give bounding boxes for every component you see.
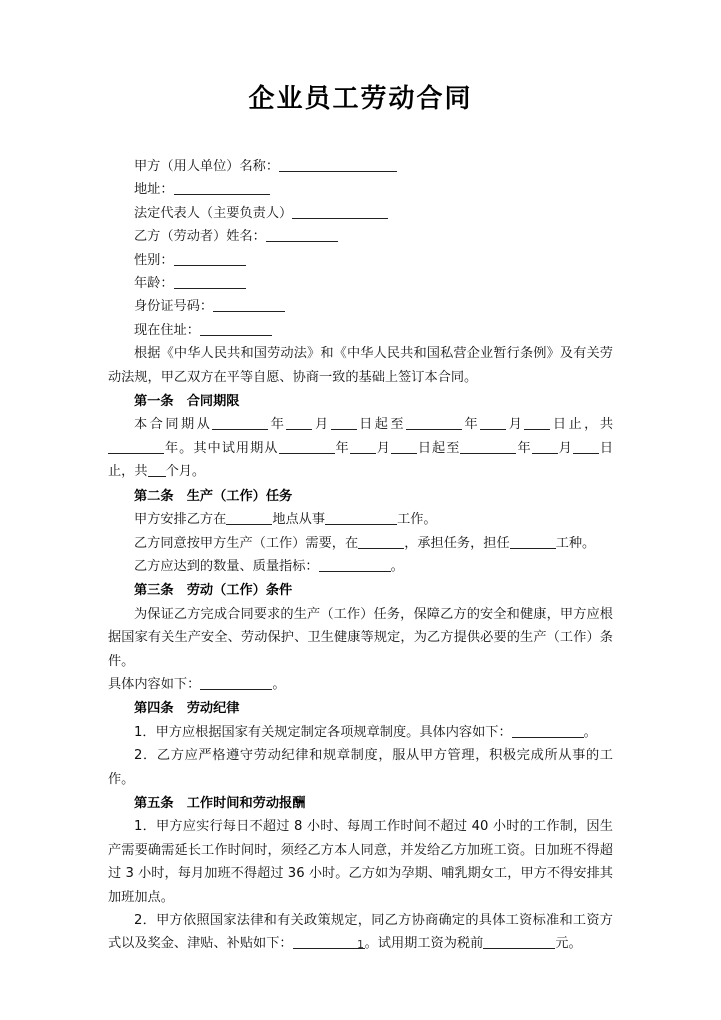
document-body — [0, 155, 721, 956]
a1-t1: 本合同期从 — [134, 417, 213, 433]
article-2-line-2 — [108, 532, 613, 555]
a1-t13: 月 — [557, 440, 573, 456]
party-a-legal-rep-blank[interactable] — [292, 205, 388, 219]
a4-t2: 。 — [583, 724, 597, 740]
article-5-item-1: 1．甲方应实行每日不超过 8 小时、每周工作时间不超过 40 小时的工作制，因生产需要确需延长工作时间时，须经乙方本人同意，并发给乙方加班工资。日加班不得超过 3 小时，每月加班不得超过 36 小时。乙方如为孕期、哺乳期女工，甲方不得安排其加班加点。 — [108, 819, 613, 905]
field-party-b-age — [108, 272, 613, 295]
a3-t1: 具体内容如下： — [108, 676, 201, 692]
a1-probation-day-start-blank[interactable] — [391, 440, 417, 454]
preamble-paragraph: 根据《中华人民共和国劳动法》和《中华人民共和国私营企业暂行条例》及有关劳动法规，甲乙双方在平等自愿、协商一致的基础上签订本合同。 — [108, 346, 613, 385]
field-party-a-name-label: 甲方（用人单位）名称： — [134, 159, 280, 174]
a1-month-start-blank[interactable] — [286, 416, 312, 430]
a1-t5: 年 — [462, 417, 481, 433]
party-a-name-blank[interactable] — [279, 158, 397, 172]
field-party-b-id-label: 身份证号码： — [134, 299, 214, 315]
a2-job-blank[interactable] — [325, 511, 397, 525]
a2-worktype-blank[interactable] — [510, 535, 556, 549]
a4-rules-blank[interactable] — [512, 724, 584, 738]
a1-t9: 年 — [334, 440, 350, 456]
article-3-line-2 — [108, 673, 613, 696]
a1-probation-year-start-blank[interactable] — [279, 440, 335, 454]
party-b-name-blank[interactable] — [266, 228, 338, 242]
a2-t2: 地点从事 — [272, 512, 326, 528]
a1-t8: 年。其中试用期从 — [164, 440, 279, 456]
article-2-line-3 — [108, 555, 613, 578]
a2-t5: ，承担任务，担任 — [404, 535, 510, 551]
page-title: 企业员工劳动合同 — [248, 84, 473, 114]
a5-t1: 2．甲方依照国家法律和有关政策规定，同乙方协商确定的具体工资标准和工资方式以及奖金、津贴、补贴如下： — [108, 913, 613, 952]
a1-t10: 月 — [375, 440, 391, 456]
party-b-id-blank[interactable] — [213, 298, 285, 312]
article-4-heading: 第四条 劳动纪律 — [134, 701, 240, 717]
article-2-heading: 第二条 生产（工作）任务 — [134, 488, 293, 504]
a5-t3: 元。 — [555, 936, 582, 952]
a2-t3: 工作。 — [397, 512, 437, 528]
a1-year-start-blank[interactable] — [212, 416, 268, 430]
a1-t7: 日止，共 — [550, 417, 614, 433]
field-party-a-address-label: 地址： — [134, 182, 174, 198]
a1-probation-year-end-blank[interactable] — [460, 440, 516, 454]
a1-day-end-blank[interactable] — [524, 416, 550, 430]
a1-probation-day-end-blank[interactable] — [573, 440, 599, 454]
field-party-b-age-label: 年龄： — [134, 276, 174, 292]
a3-content-blank[interactable] — [200, 676, 272, 690]
field-party-b-name-label: 乙方（劳动者）姓名： — [134, 229, 266, 245]
field-party-a-legal-rep — [108, 202, 613, 225]
a3-t2: 。 — [272, 676, 286, 692]
a1-t15: 个月。 — [165, 464, 206, 480]
a1-t4: 日起至 — [356, 417, 407, 433]
a2-t7: 乙方应达到的数量、质量指标： — [134, 558, 319, 574]
a1-t3: 月 — [312, 417, 331, 433]
field-party-b-gender-label: 性别： — [134, 252, 174, 268]
field-party-a-address — [108, 178, 613, 201]
a2-t6: 工种。 — [555, 535, 596, 551]
a2-quality-blank[interactable] — [319, 558, 391, 572]
a1-t2: 年 — [268, 417, 287, 433]
field-party-a-legal-rep-label: 法定代表人（主要负责人） — [134, 205, 293, 221]
page-number: 1 — [357, 938, 364, 951]
field-party-b-current-address-label: 现在住址： — [134, 322, 200, 338]
field-party-b-gender — [108, 249, 613, 272]
field-party-b-current-address — [108, 319, 613, 342]
a1-t6: 月 — [506, 417, 525, 433]
article-1-heading: 第一条 合同期限 — [134, 394, 240, 410]
field-party-b-id — [108, 295, 613, 318]
a1-probation-month-start-blank[interactable] — [350, 440, 376, 454]
a4-t1: 1．甲方应根据国家有关规定制定各项规章制度。具体内容如下： — [134, 724, 512, 740]
a2-location-blank[interactable] — [226, 511, 272, 525]
field-party-b-name — [108, 225, 613, 248]
a1-total-years-blank[interactable] — [108, 440, 164, 454]
a5-t2: 。试用期工资为税前 — [364, 936, 484, 952]
article-3-body: 为保证乙方完成合同要求的生产（工作）任务，保障乙方的安全和健康，甲方应根据国家有关生产安全、劳动保护、卫生健康等规定，为乙方提供必要的生产（工作）条件。 — [108, 606, 613, 669]
a1-month-end-blank[interactable] — [480, 416, 506, 430]
a1-day-start-blank[interactable] — [331, 416, 357, 430]
a1-t14: 日止，共 — [108, 440, 613, 480]
party-b-age-blank[interactable] — [174, 275, 246, 289]
a1-year-end-blank[interactable] — [406, 416, 462, 430]
article-1-term-line — [108, 413, 613, 483]
article-2-line-1 — [108, 508, 613, 531]
article-3-heading: 第三条 劳动（工作）条件 — [134, 583, 293, 599]
a2-t8: 。 — [390, 558, 404, 574]
a1-t11: 日起至 — [416, 440, 461, 456]
article-4-item-2: 2．乙方应严格遵守劳动纪律和规章制度，服从甲方管理，积极完成所从事的工作。 — [108, 748, 613, 787]
party-b-gender-blank[interactable] — [174, 252, 246, 266]
a1-probation-month-end-blank[interactable] — [532, 440, 558, 454]
a1-t12: 年 — [516, 440, 532, 456]
a2-place-blank[interactable] — [358, 535, 404, 549]
a2-t1: 甲方安排乙方在 — [134, 512, 227, 528]
article-5-heading: 第五条 工作时间和劳动报酬 — [134, 795, 306, 811]
a2-t4: 乙方同意按甲方生产（工作）需要，在 — [134, 535, 359, 551]
party-b-current-address-blank[interactable] — [200, 322, 272, 336]
party-a-address-blank[interactable] — [174, 181, 270, 195]
field-party-a-name — [108, 155, 613, 178]
article-4-item-1 — [108, 721, 613, 744]
a1-probation-months-blank[interactable] — [148, 463, 166, 477]
